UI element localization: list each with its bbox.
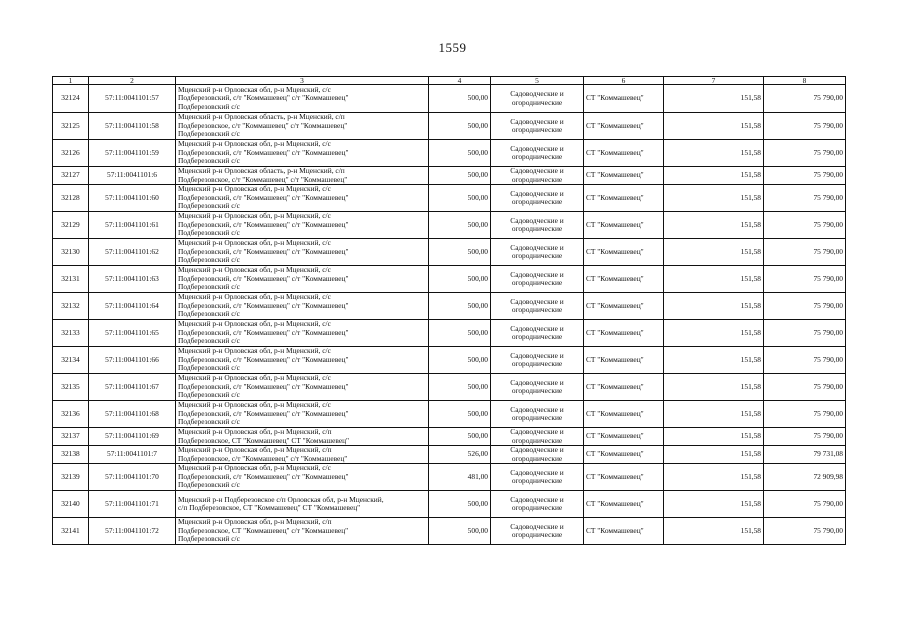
land-use-cell: Садоводческие и огороднические: [491, 401, 584, 428]
land-use-cell: Садоводческие и огороднические: [491, 491, 584, 518]
area-cell: 500,00: [429, 239, 491, 266]
unit-value-cell: 151,58: [664, 140, 764, 167]
land-registry-table: [52, 76, 846, 545]
unit-value-cell: 151,58: [664, 518, 764, 545]
land-use-cell: Садоводческие и огороднические: [491, 212, 584, 239]
cadastral-number: 57:11:0041101:68: [89, 401, 176, 428]
column-header: 2: [89, 77, 176, 85]
cadastral-value-cell: 79 731,08: [764, 446, 846, 464]
table-row: [53, 464, 846, 491]
cadastral-number: 57:11:0041101:70: [89, 464, 176, 491]
area-cell: 500,00: [429, 401, 491, 428]
cadastral-value-cell: 75 790,00: [764, 401, 846, 428]
unit-value-cell: 151,58: [664, 446, 764, 464]
area-cell: 526,00: [429, 446, 491, 464]
column-header: 5: [491, 77, 584, 85]
address-cell: Мценский р-н Орловская обл, р-н Мценский, с/с Подберезовский, с/т "Коммашевец" с/т "Коммашевец" Подберезовский с/с: [176, 85, 429, 113]
owner-cell: СТ "Коммашевец": [584, 446, 664, 464]
table-row: [53, 185, 846, 212]
owner-cell: СТ "Коммашевец": [584, 401, 664, 428]
record-number: 32136: [53, 401, 89, 428]
cadastral-value-cell: 75 790,00: [764, 239, 846, 266]
unit-value-cell: 151,58: [664, 491, 764, 518]
cadastral-value-cell: 75 790,00: [764, 428, 846, 446]
owner-cell: СТ "Коммашевец": [584, 113, 664, 140]
owner-cell: СТ "Коммашевец": [584, 239, 664, 266]
table-row: [53, 266, 846, 293]
land-use-cell: Садоводческие и огороднические: [491, 185, 584, 212]
owner-cell: СТ "Коммашевец": [584, 320, 664, 347]
land-use-cell: Садоводческие и огороднические: [491, 266, 584, 293]
owner-cell: СТ "Коммашевец": [584, 347, 664, 374]
land-use-cell: Садоводческие и огороднические: [491, 85, 584, 113]
land-use-cell: Садоводческие и огороднические: [491, 464, 584, 491]
land-use-cell: Садоводческие и огороднические: [491, 113, 584, 140]
cadastral-value-cell: 75 790,00: [764, 518, 846, 545]
column-header: 1: [53, 77, 89, 85]
record-number: 32141: [53, 518, 89, 545]
table-row: [53, 518, 846, 545]
unit-value-cell: 151,58: [664, 347, 764, 374]
record-number: 32130: [53, 239, 89, 266]
cadastral-number: 57:11:0041101:63: [89, 266, 176, 293]
area-cell: 500,00: [429, 320, 491, 347]
page-number: 1559: [438, 40, 467, 55]
area-cell: 500,00: [429, 212, 491, 239]
unit-value-cell: 151,58: [664, 167, 764, 185]
address-cell: Мценский р-н Орловская обл, р-н Мценский, с/с Подберезовский, с/т "Коммашевец" с/т "Коммашевец" Подберезовский с/с: [176, 293, 429, 320]
cadastral-value-cell: 75 790,00: [764, 374, 846, 401]
unit-value-cell: 151,58: [664, 464, 764, 491]
cadastral-number: 57:11:0041101:57: [89, 85, 176, 113]
area-cell: 500,00: [429, 428, 491, 446]
address-cell: Мценский р-н Орловская обл, р-н Мценский, с/с Подберезовский, с/т "Коммашевец" с/т "Коммашевец" Подберезовский с/с: [176, 140, 429, 167]
land-use-cell: Садоводческие и огороднические: [491, 167, 584, 185]
record-number: 32128: [53, 185, 89, 212]
record-number: 32133: [53, 320, 89, 347]
table-row: [53, 347, 846, 374]
record-number: 32127: [53, 167, 89, 185]
address-cell: Мценский р-н Орловская обл, р-н Мценский, с/с Подберезовский, с/т "Коммашевец" с/т "Коммашевец" Подберезовский с/с: [176, 212, 429, 239]
column-header: 6: [584, 77, 664, 85]
area-cell: 500,00: [429, 113, 491, 140]
record-number: 32137: [53, 428, 89, 446]
cadastral-number: 57:11:0041101:65: [89, 320, 176, 347]
land-use-cell: Садоводческие и огороднические: [491, 374, 584, 401]
unit-value-cell: 151,58: [664, 374, 764, 401]
record-number: 32129: [53, 212, 89, 239]
land-use-cell: Садоводческие и огороднические: [491, 239, 584, 266]
table-row: [53, 167, 846, 185]
owner-cell: СТ "Коммашевец": [584, 266, 664, 293]
table-row: [53, 374, 846, 401]
land-use-cell: Садоводческие и огороднические: [491, 293, 584, 320]
cadastral-number: 57:11:0041101:59: [89, 140, 176, 167]
unit-value-cell: 151,58: [664, 185, 764, 212]
column-header: 7: [664, 77, 764, 85]
area-cell: 500,00: [429, 185, 491, 212]
column-header: 3: [176, 77, 429, 85]
unit-value-cell: 151,58: [664, 266, 764, 293]
cadastral-value-cell: 75 790,00: [764, 212, 846, 239]
cadastral-value-cell: 75 790,00: [764, 140, 846, 167]
cadastral-value-cell: 75 790,00: [764, 185, 846, 212]
owner-cell: СТ "Коммашевец": [584, 140, 664, 167]
owner-cell: СТ "Коммашевец": [584, 293, 664, 320]
land-use-cell: Садоводческие и огороднические: [491, 446, 584, 464]
cadastral-value-cell: 75 790,00: [764, 347, 846, 374]
cadastral-number: 57:11:0041101:7: [89, 446, 176, 464]
land-use-cell: Садоводческие и огороднические: [491, 347, 584, 374]
area-cell: 500,00: [429, 347, 491, 374]
table-row: [53, 140, 846, 167]
owner-cell: СТ "Коммашевец": [584, 374, 664, 401]
area-cell: 500,00: [429, 167, 491, 185]
record-number: 32132: [53, 293, 89, 320]
address-cell: Мценский р-н Орловская область, р-н Мценский, с/п Подберезовское, с/т "Коммашевец" с/т "Коммашевец": [176, 167, 429, 185]
owner-cell: СТ "Коммашевец": [584, 464, 664, 491]
area-cell: 500,00: [429, 85, 491, 113]
record-number: 32124: [53, 85, 89, 113]
record-number: 32134: [53, 347, 89, 374]
area-cell: 481,00: [429, 464, 491, 491]
address-cell: Мценский р-н Орловская обл, р-н Мценский, с/с Подберезовский, с/т "Коммашевец" с/т "Коммашевец" Подберезовский с/с: [176, 401, 429, 428]
unit-value-cell: 151,58: [664, 320, 764, 347]
owner-cell: СТ "Коммашевец": [584, 428, 664, 446]
area-cell: 500,00: [429, 140, 491, 167]
table-row: [53, 491, 846, 518]
table-row: [53, 401, 846, 428]
table-row: [53, 212, 846, 239]
unit-value-cell: 151,58: [664, 113, 764, 140]
table-row: [53, 85, 846, 113]
column-header: 8: [764, 77, 846, 85]
cadastral-value-cell: 72 909,98: [764, 464, 846, 491]
address-cell: Мценский р-н Орловская обл, р-н Мценский, с/с Подберезовский, с/т "Коммашевец" с/т "Коммашевец" Подберезовский с/с: [176, 266, 429, 293]
record-number: 32140: [53, 491, 89, 518]
address-cell: Мценский р-н Орловская обл, р-н Мценский, с/п Подберезовское, СТ "Коммашевец" с/т "Коммашевец" Подберезовский с/с: [176, 518, 429, 545]
cadastral-number: 57:11:0041101:61: [89, 212, 176, 239]
address-cell: Мценский р-н Орловская обл, р-н Мценский, с/п Подберезовское, СТ "Коммашевец" СТ "Коммашевец": [176, 428, 429, 446]
land-use-cell: Садоводческие и огороднические: [491, 140, 584, 167]
area-cell: 500,00: [429, 293, 491, 320]
address-cell: Мценский р-н Орловская обл, р-н Мценский, с/с Подберезовский, с/т "Коммашевец" с/т "Коммашевец" Подберезовский с/с: [176, 185, 429, 212]
address-cell: Мценский р-н Орловская область, р-н Мценский, с/п Подберезовское, с/т "Коммашевец" с/т "Коммашевец" Подберезовский с/с: [176, 113, 429, 140]
cadastral-value-cell: 75 790,00: [764, 85, 846, 113]
address-cell: Мценский р-н Подберезовское с/п Орловская обл, р-н Мценский, с/п Подберезовское, СТ "Коммашевец" СТ "Коммашевец": [176, 491, 429, 518]
cadastral-number: 57:11:0041101:66: [89, 347, 176, 374]
cadastral-number: 57:11:0041101:58: [89, 113, 176, 140]
address-cell: Мценский р-н Орловская обл, р-н Мценский, с/с Подберезовский, с/т "Коммашевец" с/т "Коммашевец" Подберезовский с/с: [176, 320, 429, 347]
cadastral-value-cell: 75 790,00: [764, 491, 846, 518]
table-row: [53, 428, 846, 446]
unit-value-cell: 151,58: [664, 85, 764, 113]
land-use-cell: Садоводческие и огороднические: [491, 320, 584, 347]
table-row: [53, 293, 846, 320]
cadastral-number: 57:11:0041101:71: [89, 491, 176, 518]
area-cell: 500,00: [429, 266, 491, 293]
address-cell: Мценский р-н Орловская обл, р-н Мценский, с/с Подберезовский, с/т "Коммашевец" с/т "Коммашевец" Подберезовский с/с: [176, 464, 429, 491]
land-use-cell: Садоводческие и огороднические: [491, 518, 584, 545]
cadastral-number: 57:11:0041101:64: [89, 293, 176, 320]
owner-cell: СТ "Коммашевец": [584, 212, 664, 239]
area-cell: 500,00: [429, 518, 491, 545]
owner-cell: СТ "Коммашевец": [584, 491, 664, 518]
header-row: [53, 77, 846, 85]
cadastral-value-cell: 75 790,00: [764, 167, 846, 185]
unit-value-cell: 151,58: [664, 401, 764, 428]
unit-value-cell: 151,58: [664, 212, 764, 239]
cadastral-number: 57:11:0041101:72: [89, 518, 176, 545]
address-cell: Мценский р-н Орловская обл, р-н Мценский, с/с Подберезовский, с/т "Коммашевец" с/т "Коммашевец" Подберезовский с/с: [176, 374, 429, 401]
cadastral-number: 57:11:0041101:69: [89, 428, 176, 446]
record-number: 32139: [53, 464, 89, 491]
unit-value-cell: 151,58: [664, 293, 764, 320]
cadastral-value-cell: 75 790,00: [764, 293, 846, 320]
record-number: 32131: [53, 266, 89, 293]
record-number: 32125: [53, 113, 89, 140]
area-cell: 500,00: [429, 491, 491, 518]
area-cell: 500,00: [429, 374, 491, 401]
unit-value-cell: 151,58: [664, 428, 764, 446]
cadastral-number: 57:11:0041101:67: [89, 374, 176, 401]
cadastral-value-cell: 75 790,00: [764, 113, 846, 140]
cadastral-number: 57:11:0041101:60: [89, 185, 176, 212]
unit-value-cell: 151,58: [664, 239, 764, 266]
land-use-cell: Садоводческие и огороднические: [491, 428, 584, 446]
owner-cell: СТ "Коммашевец": [584, 518, 664, 545]
cadastral-value-cell: 75 790,00: [764, 320, 846, 347]
owner-cell: СТ "Коммашевец": [584, 167, 664, 185]
table-row: [53, 320, 846, 347]
address-cell: Мценский р-н Орловская обл, р-н Мценский, с/п Подберезовское, с/т "Коммашевец" с/т "Коммашевец": [176, 446, 429, 464]
column-header: 4: [429, 77, 491, 85]
address-cell: Мценский р-н Орловская обл, р-н Мценский, с/с Подберезовский, с/т "Коммашевец" с/т "Коммашевец" Подберезовский с/с: [176, 239, 429, 266]
table-row: [53, 239, 846, 266]
record-number: 32126: [53, 140, 89, 167]
cadastral-number: 57:11:0041101:62: [89, 239, 176, 266]
table-row: [53, 113, 846, 140]
record-number: 32135: [53, 374, 89, 401]
owner-cell: СТ "Коммашевец": [584, 185, 664, 212]
address-cell: Мценский р-н Орловская обл, р-н Мценский, с/с Подберезовский, с/т "Коммашевец" с/т "Коммашевец" Подберезовский с/с: [176, 347, 429, 374]
record-number: 32138: [53, 446, 89, 464]
table-row: [53, 446, 846, 464]
cadastral-number: 57:11:0041101:6: [89, 167, 176, 185]
cadastral-value-cell: 75 790,00: [764, 266, 846, 293]
owner-cell: СТ "Коммашевец": [584, 85, 664, 113]
